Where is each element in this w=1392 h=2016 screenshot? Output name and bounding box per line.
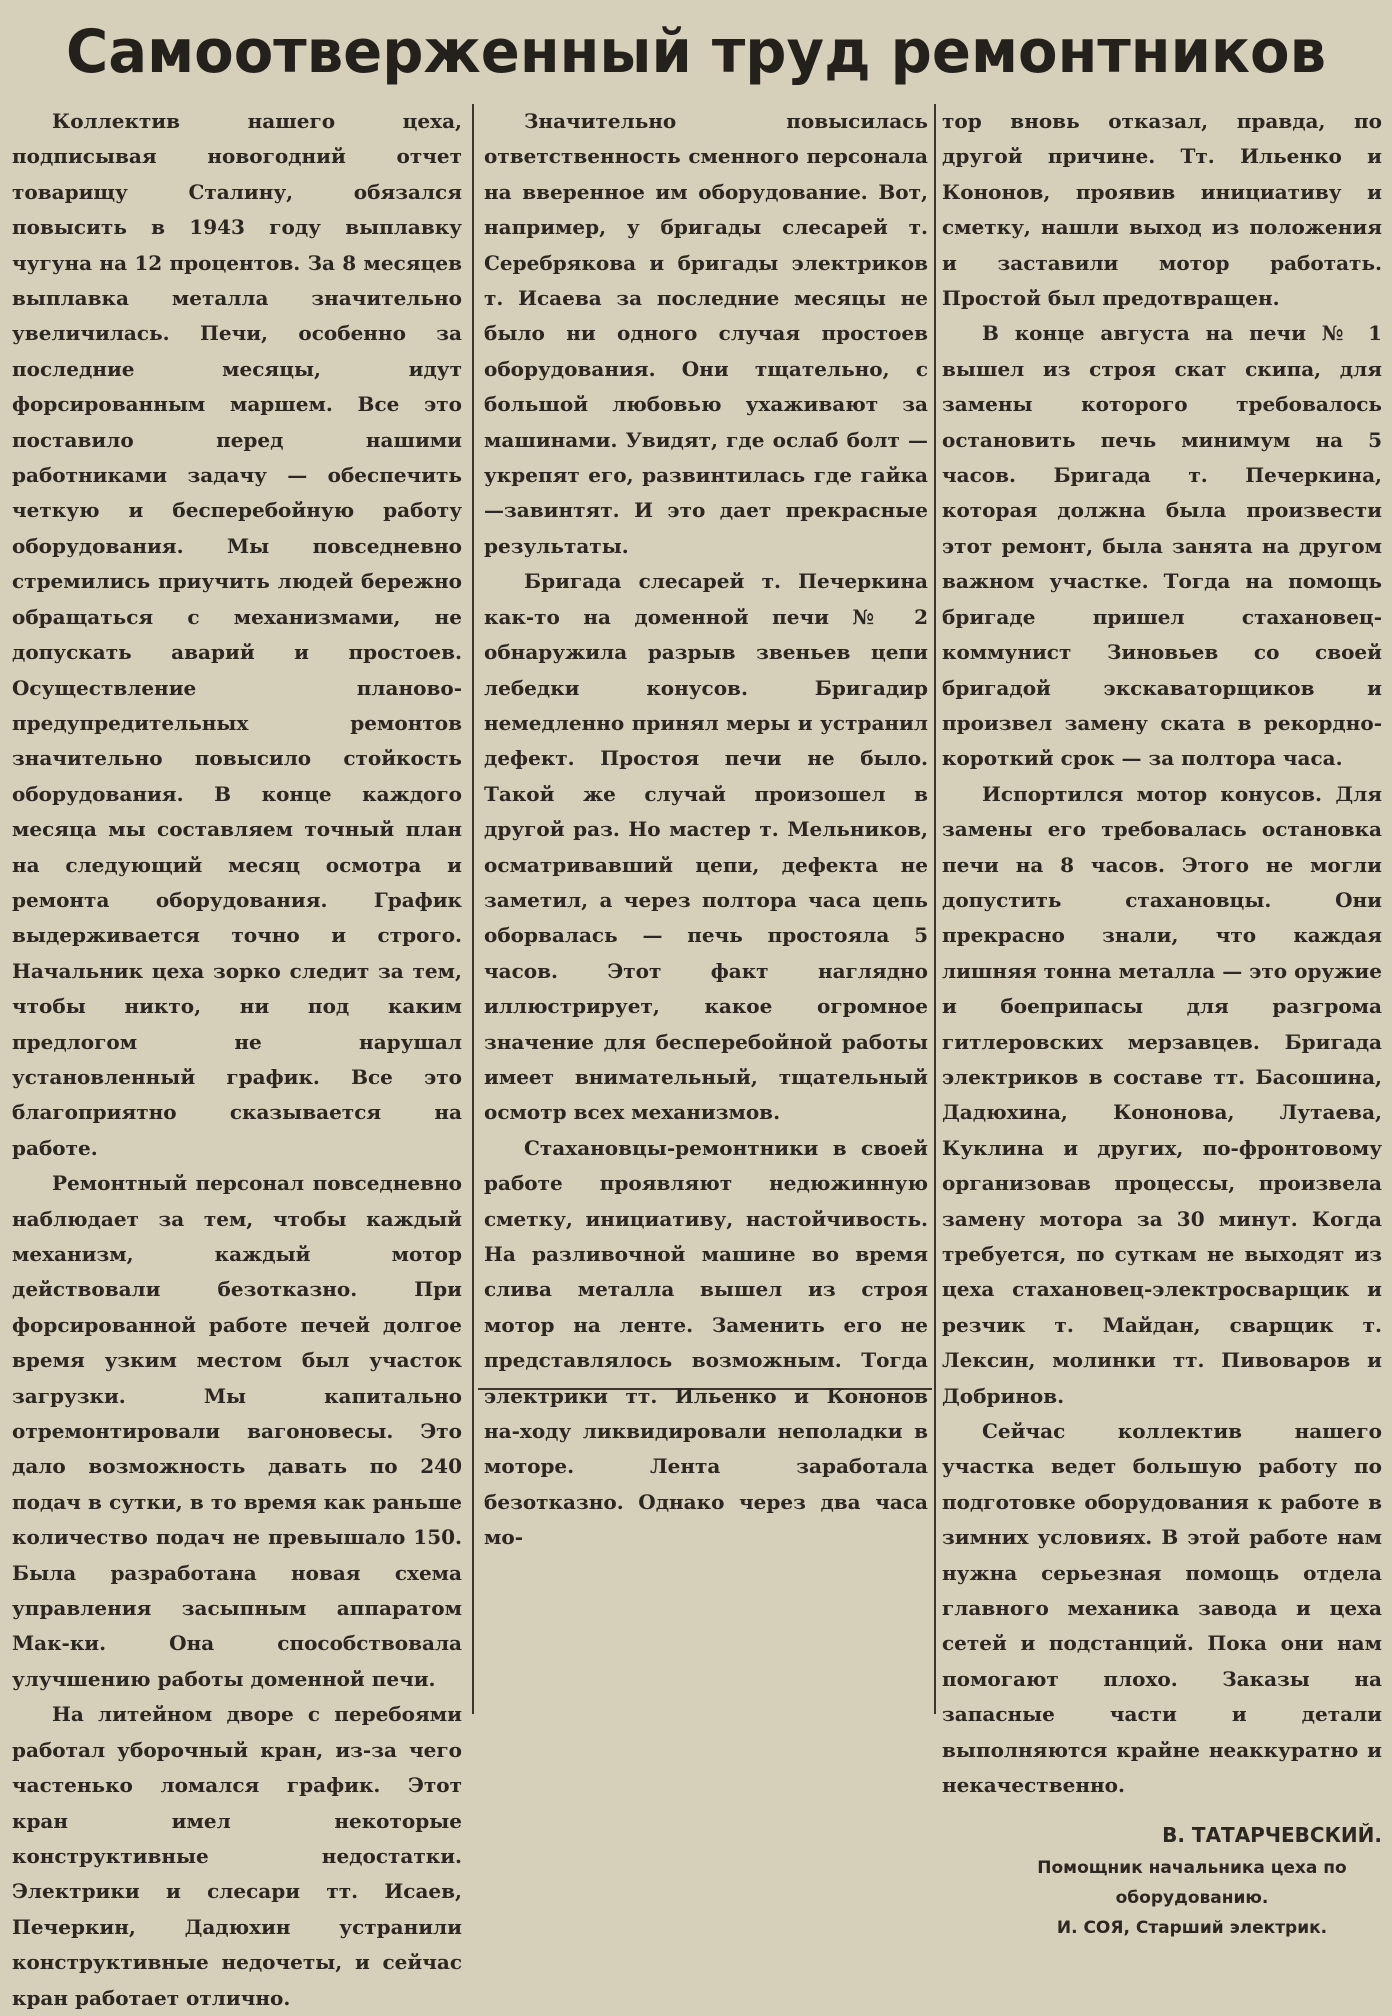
author-name: В. ТАТАРЧЕВСКИЙ.: [1162, 1822, 1382, 1847]
paragraph: Испортился мотор конусов. Для замены его требовалась остановка печи на 8 часов. Этого не могли допустить стахановцы. Они прекрасно знали, что каждая лишняя тонна металла — это оружие и боеприпасы для разгрома гитлеровских мерзавцев. Бригада электриков в составе тт. Басошина, Дадюхина, Кононова, Лутаева, Куклина и других, по-фронтовому организовав процессы, произвела замену мотора за 30 минут. Когда требуется, по суткам не выходят из цеха стахановец-электросварщик и резчик т. Майдан, сварщик т. Лексин, молинки тт. Пивоваров и Добринов.: [942, 781, 1382, 1408]
column-1: [12, 104, 462, 2016]
paragraph: Бригада слесарей т. Печеркина как-то на доменной печи № 2 обнаружила разрыв звеньев цепи лебедки конусов. Бригадир немедленно принял меры и устранил дефект. Простоя печи не было. Такой же случай произошел в другой раз. Но мастер т. Мельников, осматривавший цепи, дефекта не заметил, а через полтора часа цепь оборвалась — печь простояла 5 часов. Этот факт наглядно иллюстрирует, какое огромное значение для бесперебойной работы имеет внимательный, тщательный осмотр всех механизмов.: [484, 569, 928, 1125]
paragraph: В конце августа на печи № 1 вышел из строя скат скипа, для замены которого требовалось остановить печь минимум на 5 часов. Бригада т. Печеркина, которая должна была произвести этот ремонт, была занята на другом важном участке. Тогда на помощь бригаде пришел стахановец-коммунист Зиновьев со своей бригадой экскаваторщиков и произвел замену ската в рекордно-короткий срок — за полтора часа.: [942, 321, 1382, 771]
column-3: [942, 104, 1382, 1943]
paragraph: Стахановцы-ремонтники в своей работе проявляют недюжинную сметку, инициативу, настойчивость. На разливочной машине во время слива металла вышел из строя мотор на ленте. Заменить его не представлялось возможным. Тогда электрики тт. Ильенко и Кононов на-ходу ликвидировали неполадки в моторе. Лента заработала безотказно. Однако через два часа мо-: [484, 1135, 928, 1550]
article-title: Самоотверженный труд ремонтников: [65, 17, 1327, 87]
paragraph: Коллектив нашего цеха, подписывая новогодний отчет товарищу Сталину, обязался повысить в 1943 году выплавку чугуна на 12 процентов. За 8 месяцев выплавка металла значительно увеличилась. Печи, особенно за последние месяцы, идут форсированным маршем. Все это поставило перед нашими работниками задачу — обеспечить четкую и бесперебойную работу оборудования. Мы повседневно стремились приучить людей бережно обращаться с механизмами, не допускать аварий и простоев. Осуществление планово-предупредительных ремонтов значительно повысило стойкость оборудования. В конце каждого месяца мы составляем точный план на следующий месяц осмотра и ремонта оборудования. График выдерживается точно и строго. Начальник цеха зорко следит за тем, чтобы никто, ни под каким предлогом не нарушал установленный график. Все это благоприятно сказывается на работе.: [12, 109, 462, 1160]
paragraph: тор вновь отказал, правда, по другой причине. Тт. Ильенко и Кононов, проявив инициативу и сметку, нашли выход из положения и заставили мотор работать. Простой был предотвращен.: [942, 109, 1382, 311]
column-divider: [934, 104, 936, 1714]
paragraph: Сейчас коллектив нашего участка ведет большую работу по подготовке оборудования к работе в зимних условиях. В этой работе нам нужна серьезная помощь отдела главного механика завода и цеха сетей и подстанций. Пока они нам помогают плохо. Заказы на запасные части и детали выполняются крайне неаккуратно и некачественно.: [942, 1419, 1382, 1798]
paragraph: Ремонтный персонал повседневно наблюдает за тем, чтобы каждый механизм, каждый мотор действовали безотказно. При форсированной работе печей долгое время узким местом был участок загрузки. Мы капитально отремонтировали вагоновесы. Это дало возможность давать по 240 подач в сутки, в то время как раньше количество подач не превышало 150. Была разработана новая схема управления засыпным аппаратом Мак-ки. Она способствовала улучшению работы доменной печи.: [12, 1171, 462, 1691]
author-role: Помощник начальника цеха по оборудованию.: [1037, 1857, 1347, 1908]
paragraph: На литейном дворе с перебоями работал уборочный кран, из-за чего частенько ломался график. Этот кран имел некоторые конструктивные недостатки. Электрики и слесари тт. Исаев, Печеркин, Дадюхин устранили конструктивные недочеты, и сейчас кран работает отлично.: [12, 1702, 462, 2010]
paragraph: Значительно повысилась ответственность сменного персонала на вверенное им оборудование. Вот, например, у бригады слесарей т. Серебрякова и бригады электриков т. Исаева за последние месяцы не было ни одного случая простоев оборудования. Они тщательно, с большой любовью ухаживают за машинами. Увидят, где ослаб болт — укрепят его, развинтилась где гайка—завинтят. И это дает прекрасные результаты.: [484, 109, 928, 558]
signature-block: [942, 1818, 1382, 1943]
column-divider: [472, 104, 474, 1714]
column-2: [484, 104, 928, 1556]
author-name-role: И. СОЯ, Старший электрик.: [1056, 1917, 1328, 1938]
